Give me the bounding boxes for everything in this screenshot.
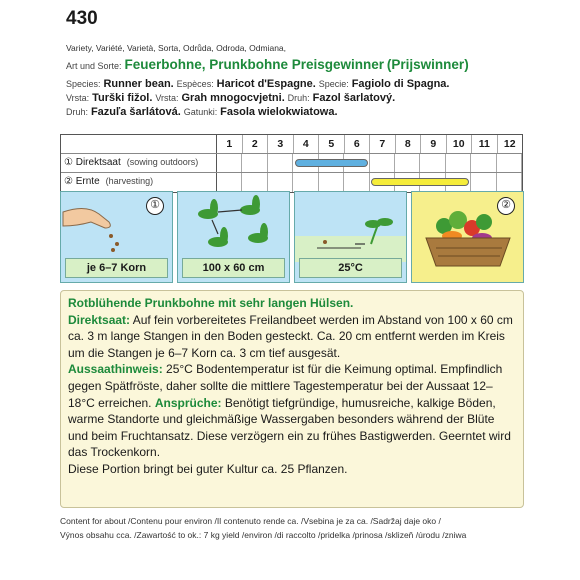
species-value: Fazuľa šarlátová. — [90, 106, 181, 118]
calendar-row-sowing — [61, 154, 522, 173]
month-header — [217, 135, 522, 153]
species-label: Vrsta: — [66, 93, 90, 103]
pictogram-temperature — [294, 191, 407, 283]
hand-sowing-icon — [61, 192, 173, 262]
pictogram-spacing — [177, 191, 290, 283]
step-number: ② — [497, 197, 515, 215]
pictogram-caption: 100 x 60 cm — [182, 258, 285, 278]
page-title-sub: (Prijswinner) — [386, 57, 469, 72]
section-heading: Aussaathinweis: — [68, 362, 163, 377]
row-label: ② Ernte — [64, 176, 100, 187]
month-slot — [268, 154, 293, 172]
art-label: Art und Sorte: — [66, 61, 122, 71]
species-value: Fagiolo di Spagna. — [351, 78, 450, 90]
section-text: Auf fein vorbereitetes Freilandbeet werden im Abstand von 100 x 60 cm ca. 3 m lange Stangen in den Boden gesteckt. Ca. 20 cm entfernt werden im Kreis um die Stangen je 6–7 Korn ca. 3 cm tief ausgesät. — [68, 312, 513, 360]
month-slot — [420, 154, 445, 172]
description-box — [60, 290, 524, 508]
variety-line: Variety, Variété, Varietà, Sorta, Odrůda, Odroda, Odmiana, — [66, 43, 287, 53]
month-cell: 12 — [503, 138, 516, 150]
calendar-row-harvest — [61, 173, 522, 192]
calendar-row-label — [61, 173, 217, 192]
section-heading: Ansprüche: — [154, 395, 222, 410]
month-slot — [242, 173, 267, 192]
period-bar — [371, 178, 469, 186]
month-cell: 3 — [268, 135, 294, 153]
pictogram-caption: je 6–7 Korn — [65, 258, 168, 278]
section-text: Benötigt tiefgründige, humusreiche, kalkige Böden, warme Standorte und gleichmäßige Wassergaben besonders während der Blüte und beim Fruchtansatz. Diese verzögern ein zu frühes Bastigwerden. Geerntet wird das Trockenkorn. — [68, 395, 511, 460]
period-bar — [295, 159, 368, 167]
month-cell: 1 — [217, 135, 243, 153]
month-cell: 9 — [421, 135, 447, 153]
calendar-row-label — [61, 154, 217, 172]
article-number: 430 — [66, 8, 98, 29]
species-label: Espèces: — [176, 79, 214, 89]
species-value: Turški fižol. — [92, 92, 153, 104]
month-cell: 2 — [243, 135, 269, 153]
species-value: Runner bean. — [103, 78, 174, 90]
section-text: 25°C Bodentemperatur ist für die Keimung optimal. Empfindlich gegen Spätfröste, daher sollte die mittlere Tagestemperatur bei der Aussaat 12–18°C erreichen. — [68, 362, 503, 410]
species-label: Druh: — [66, 107, 89, 117]
month-slot — [242, 154, 267, 172]
species-label: Druh: — [287, 93, 310, 103]
month-slot — [217, 154, 242, 172]
species-line-3 — [66, 106, 338, 119]
row-hint: (harvesting) — [105, 176, 154, 186]
portion-note: Diese Portion bringt bei guter Kultur ca. 25 Pflanzen. — [68, 461, 348, 476]
pictogram-strip — [60, 191, 524, 283]
species-label: Gatunki: — [183, 107, 218, 117]
paragraph-sowing-notes — [68, 361, 516, 461]
plant-spacing-icon — [178, 192, 290, 262]
pictogram-caption: 25°C — [299, 258, 402, 278]
month-slot — [497, 154, 522, 172]
month-slot — [344, 173, 369, 192]
row-label: ① Direktsaat — [64, 157, 121, 168]
seedling-icon — [295, 192, 407, 262]
species-label: Vrsta: — [155, 93, 179, 103]
species-value: Fazol šarlatový. — [312, 92, 396, 104]
month-cell: 5 — [319, 135, 345, 153]
sowing-calendar — [60, 134, 523, 193]
month-slot — [446, 154, 471, 172]
month-slot — [370, 154, 395, 172]
description-headline: Rotblühende Prunkbohne mit sehr langen Hülsen. — [68, 296, 354, 310]
calendar-cells — [217, 154, 522, 172]
month-slot — [268, 173, 293, 192]
section-heading: Direktsaat: — [68, 312, 131, 327]
month-cell: 7 — [370, 135, 396, 153]
pictogram-sowing — [60, 191, 173, 283]
calendar-corner — [61, 135, 217, 153]
calendar-cells — [217, 173, 522, 192]
month-slot — [497, 173, 522, 192]
month-slot — [471, 173, 496, 192]
step-number: ① — [146, 197, 164, 215]
month-cell: 6 — [345, 135, 371, 153]
page-title: Feuerbohne, Prunkbohne Preisgewinner — [124, 57, 384, 72]
calendar-header-row — [61, 135, 522, 154]
month-slot — [217, 173, 242, 192]
row-hint: (sowing outdoors) — [126, 157, 199, 167]
species-label: Species: — [66, 79, 101, 89]
month-slot — [471, 154, 496, 172]
paragraph-direct-sowing — [68, 312, 516, 362]
species-line-2 — [66, 92, 395, 105]
month-slot — [395, 154, 420, 172]
month-cell: 11 — [472, 135, 498, 153]
species-value: Haricot d'Espagne. — [216, 78, 316, 90]
species-value: Fasola wielokwiatowa. — [220, 106, 338, 118]
vegetable-basket-icon — [412, 192, 524, 282]
pictogram-harvest — [411, 191, 524, 283]
month-cell: 10 — [447, 135, 473, 153]
title-row — [66, 58, 469, 73]
footer-line-1: Content for about /Contenu pour environ /Il contenuto rende ca. /Vsebina je za ca. /Sadržaj daje oko / — [60, 516, 441, 526]
species-value: Grah mnogocvjetni. — [181, 92, 285, 104]
species-label: Specie: — [318, 79, 349, 89]
species-line-1 — [66, 78, 449, 91]
month-slot — [319, 173, 344, 192]
month-slot — [293, 173, 318, 192]
month-cell: 8 — [396, 135, 422, 153]
month-cell: 4 — [294, 135, 320, 153]
footer-line-2: Výnos obsahu cca. /Zawartość to ok.: 7 kg yield /environ /di raccolto /pridelka /prinosa /sklizeň /úrodu /zniwa — [60, 530, 467, 540]
